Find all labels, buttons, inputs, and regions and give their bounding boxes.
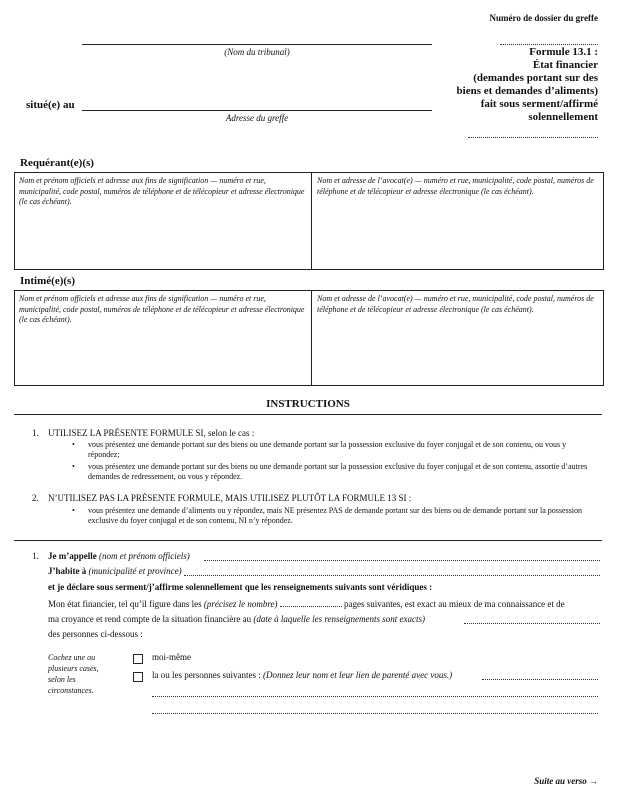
continue-overleaf: Suite au verso → [534, 776, 598, 786]
file-number-field[interactable] [500, 44, 598, 45]
oath-date-field[interactable] [468, 137, 598, 138]
court-name-label: (Nom du tribunal) [224, 47, 290, 57]
name-label-bold: Je m’appelle [48, 551, 97, 561]
instruction-text: UTILISEZ LA PRÉSENTE FORMULE SI, selon le cas : [48, 428, 255, 438]
bullet-icon: • [72, 440, 75, 449]
page-count-field[interactable] [280, 606, 342, 607]
residence-field[interactable] [184, 575, 600, 576]
file-number-label: Numéro de dossier du greffe [489, 13, 598, 23]
form-title-line: solennellement [528, 111, 598, 123]
applicants-heading: Requérant(e)(s) [20, 157, 94, 169]
statement-line-1 [48, 599, 608, 610]
statement-italic: (date à laquelle les renseignements sont exacts) [253, 614, 426, 624]
respondent-name-address-cell[interactable]: Nom et prénom officiels et adresse aux fins de signification — numéro et rue, municipalité, code postal, numéros de téléphone et de télécopieur et adresse électronique (le cas échéant). [19, 294, 305, 324]
instruction-bullet: vous présentez une demande d’aliments ou y répondez, mais NE présentez PAS de demande portant sur des biens ou de demande portant sur la possession exclusive du foyer conjugal et de son contenu, NI n’y répondez. [88, 506, 583, 525]
instruction-number: 2. [32, 493, 39, 503]
instruction-bullet: vous présentez une demande portant sur des biens ou une demande portant sur la possession exclusive du foyer conjugal et de son contenu, ou vous y répondez; [88, 440, 567, 459]
form-title-line: biens et demandes d’aliments) [456, 85, 598, 97]
others-field-line-2[interactable] [152, 696, 598, 697]
name-label [48, 551, 190, 562]
instructions-heading: INSTRUCTIONS [266, 398, 350, 410]
respondent-lawyer-cell[interactable]: Nom et adresse de l’avocat(e) — numéro et rue, municipalité, code postal, numéros de téléphone et de télécopieur et adresse électronique (le cas échéant). [317, 294, 594, 314]
divider [14, 414, 602, 415]
column-divider [311, 173, 312, 269]
form-title-line: État financier [532, 59, 598, 71]
instruction-bullet: vous présentez une demande portant sur des biens ou une demande portant sur la possession exclusive du foyer conjugal et de son contenu, assortie d’autres demandes de redressement, ou vous y répondez. [88, 462, 588, 481]
declaration-text: et je déclare sous serment/j’affirme solennellement que les renseignements suivants sont véridiques : [48, 582, 433, 592]
located-at-label: situé(e) au [26, 99, 75, 111]
statement-line-2 [48, 614, 425, 625]
others-option-text: la ou les personnes suivantes : [152, 670, 261, 680]
others-field-line-3[interactable] [152, 713, 598, 714]
form-title-line: (demandes portant sur des [473, 72, 598, 84]
name-label-italic: (nom et prénom officiels) [99, 551, 190, 561]
statement-text: des personnes ci-dessous : [48, 629, 143, 639]
residence-label [48, 566, 182, 577]
instruction-number: 1. [32, 428, 39, 438]
section-number: 1. [32, 551, 39, 561]
residence-label-italic: (municipalité et province) [88, 566, 182, 576]
bullet-icon: • [72, 506, 75, 515]
others-field-line-1[interactable] [482, 679, 598, 680]
others-option-label [152, 670, 452, 681]
accuracy-date-field[interactable] [464, 623, 600, 624]
respondents-heading: Intimé(e)(s) [20, 275, 75, 287]
others-option-italic: (Donnez leur nom et leur lien de parenté avec vous.) [262, 670, 453, 680]
column-divider [311, 291, 312, 385]
instruction-text: N’UTILISEZ PAS LA PRÉSENTE FORMULE, MAIS UTILISEZ PLUTÔT LA FORMULE 13 SI : [48, 493, 412, 503]
self-checkbox[interactable] [133, 654, 143, 664]
form-title-line: Formule 13.1 : [529, 46, 598, 58]
applicant-name-address-cell[interactable]: Nom et prénom officiels et adresse aux fins de signification — numéro et rue, municipalité, code postal, numéros de téléphone et de télécopieur et adresse électronique (le cas échéant). [19, 176, 305, 206]
statement-text: Mon état financier, tel qu’il figure dans les [48, 599, 202, 609]
bullet-icon: • [72, 462, 75, 471]
court-address-line[interactable] [82, 110, 432, 111]
respondents-table [14, 290, 604, 386]
applicant-lawyer-cell[interactable]: Nom et adresse de l’avocat(e) — numéro et rue, municipalité, code postal, numéros de téléphone et de télécopieur et adresse électronique (le cas échéant). [317, 176, 594, 196]
court-address-label: Adresse du greffe [225, 113, 289, 123]
check-hint: Cochez une ou plusieurs cases, selon les circonstances. [48, 653, 99, 695]
divider [14, 540, 602, 541]
statement-italic: (précisez le nombre) [203, 599, 278, 609]
full-name-field[interactable] [204, 560, 600, 561]
statement-text: pages suivantes, est exact au mieux de ma connaissance et de [344, 599, 565, 609]
form-title-line: fait sous serment/affirmé [480, 98, 598, 110]
applicants-table [14, 172, 604, 270]
form-title [420, 46, 598, 124]
court-name-line[interactable] [82, 44, 432, 45]
residence-label-bold: J’habite à [48, 566, 87, 576]
others-checkbox[interactable] [133, 672, 143, 682]
self-option-label: moi-même [152, 652, 191, 662]
statement-text: ma croyance et rend compte de la situation financière au [48, 614, 252, 624]
